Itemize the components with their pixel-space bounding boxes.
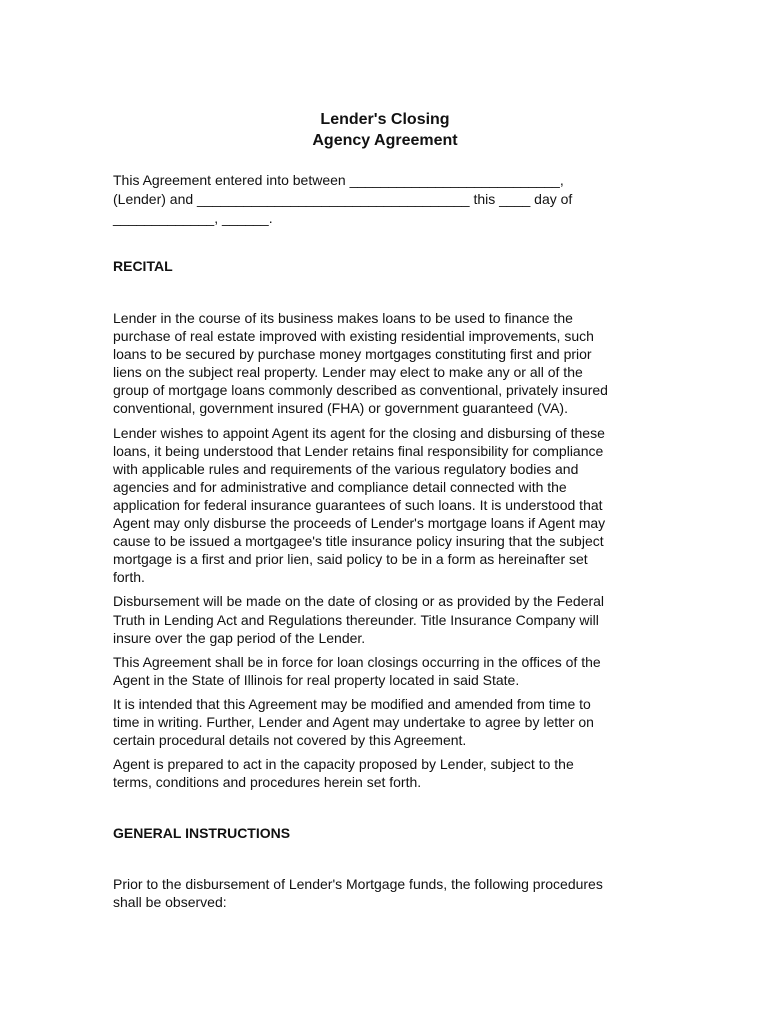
- text-line: It is intended that this Agreement may be modified and amended from time to: [113, 695, 591, 712]
- text-line: Lender wishes to appoint Agent its agent for the closing and disbursing of these: [113, 424, 605, 441]
- title-line: Agency Agreement: [312, 132, 458, 149]
- text-line: liens on the subject real property. Lender may elect to make any or all of the: [113, 364, 583, 381]
- general-instructions-paragraph: [113, 875, 653, 911]
- text-line: Agent in the State of Illinois for real property located in said State.: [113, 671, 520, 688]
- text-line: Agent may only disburse the proceeds of Lender's mortgage loans if Agent may: [113, 515, 606, 532]
- text-line: conventional, government insured (FHA) or government guaranteed (VA).: [113, 400, 568, 417]
- text-line: application for federal insurance guarantees of such loans. It is understood that: [113, 496, 603, 513]
- recital-paragraph: [113, 653, 653, 689]
- text-line: Lender in the course of its business makes loans to be used to finance the: [113, 310, 573, 326]
- recital-paragraph: [113, 424, 653, 587]
- intro-line: (Lender) and ___________________________________ this ____ day of: [113, 191, 573, 207]
- text-line: agencies and for administrative and compliance detail connected with the: [113, 478, 567, 495]
- intro-line: This Agreement entered into between ___________________________,: [113, 172, 564, 188]
- text-line: time in writing. Further, Lender and Agent may undertake to agree by letter on: [113, 713, 594, 730]
- text-line: group of mortgage loans commonly described as conventional, privately insured: [113, 382, 608, 399]
- text-line: shall be observed:: [113, 894, 227, 911]
- text-line: with applicable rules and requirements of the various regulatory bodies and: [113, 460, 579, 477]
- text-line: purchase of real estate improved with existing residential improvements, such: [113, 328, 594, 345]
- recital-paragraph: [113, 755, 653, 791]
- text-line: terms, conditions and procedures herein set forth.: [113, 774, 422, 791]
- text-line: Agent is prepared to act in the capacity proposed by Lender, subject to the: [113, 756, 574, 773]
- text-line: forth.: [113, 569, 145, 586]
- text-line: mortgage is a first and prior lien, said policy to be in a form as hereinafter set: [113, 551, 588, 568]
- text-line: Prior to the disbursement of Lender's Mortgage funds, the following procedures: [113, 876, 603, 893]
- document-body: [113, 109, 653, 918]
- recital-paragraph: [113, 592, 653, 646]
- agreement-intro: [113, 171, 653, 228]
- text-line: loans, it being understood that Lender retains final responsibility for compliance: [113, 442, 604, 459]
- text-line: certain procedural details not covered by this Agreement.: [113, 732, 467, 749]
- recital-section: [113, 309, 653, 791]
- text-line: This Agreement shall be in force for loan closings occurring in the offices of the: [113, 653, 601, 670]
- text-line: loans to be secured by purchase money mortgages constituting first and prior: [113, 346, 592, 363]
- text-line: Truth in Lending Act and Regulations thereunder. Title Insurance Company will: [113, 611, 599, 628]
- recital-paragraph: [113, 695, 653, 749]
- recital-heading: RECITAL: [113, 258, 173, 274]
- text-line: insure over the gap period of the Lender.: [113, 629, 366, 646]
- document-title: [113, 109, 657, 151]
- text-line: Disbursement will be made on the date of closing or as provided by the Federal: [113, 593, 605, 610]
- recital-paragraph: [113, 309, 653, 418]
- text-line: cause to be issued a mortgagee's title insurance policy insuring that the subject: [113, 533, 604, 550]
- intro-line: _____________, ______.: [113, 210, 273, 226]
- general-instructions-heading: GENERAL INSTRUCTIONS: [113, 825, 291, 842]
- title-line: Lender's Closing: [320, 111, 450, 128]
